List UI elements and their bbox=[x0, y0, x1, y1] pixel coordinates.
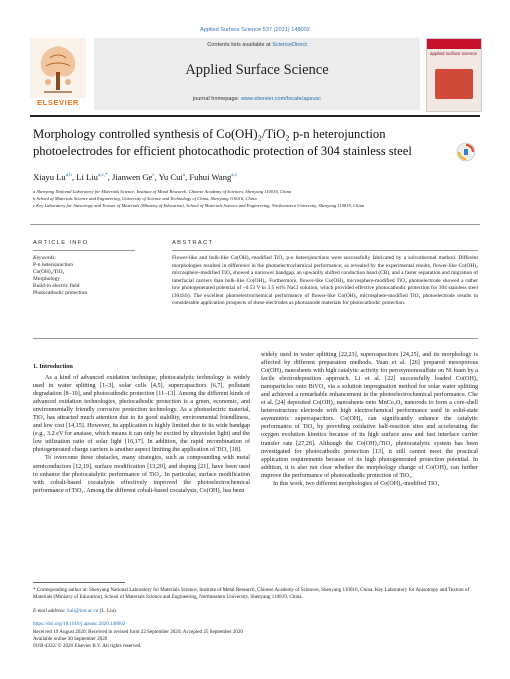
history-online: Available online 30 September 2020 bbox=[33, 635, 108, 642]
header-rule bbox=[30, 115, 480, 117]
copyright-line: 0169-4332/ © 2020 Elsevier B.V. All rights reserved. bbox=[33, 642, 142, 649]
footnote-rule bbox=[33, 582, 125, 583]
author[interactable]: Xiayu Lu$^{a,b}$ bbox=[33, 172, 72, 182]
keyword-item: Co(OH)₂/TiO₂ bbox=[33, 269, 65, 275]
abstract-end-rule bbox=[33, 338, 478, 339]
email-label: E-mail address: bbox=[33, 608, 67, 614]
journal-reference: Applied Surface Science 537 (2021) 148002 bbox=[200, 27, 310, 33]
homepage-line bbox=[94, 96, 420, 102]
affiliation: b School of Materials Science and Engineering, University of Science and Technology of China, Shenyang 110016, China bbox=[33, 196, 257, 201]
article-history bbox=[33, 629, 478, 649]
article-info-heading: ARTICLE INFO bbox=[33, 240, 89, 246]
contents-prefix: Contents lists available at bbox=[207, 42, 273, 48]
cover-title: applied surface science bbox=[430, 51, 478, 56]
cover-band bbox=[427, 39, 481, 49]
journal-header-band bbox=[94, 38, 420, 110]
email-link[interactable]: liuli@imr.ac.cn bbox=[66, 608, 99, 614]
doi-link[interactable]: https://doi.org/10.1016/j.apsusc.2020.148002 bbox=[33, 621, 126, 627]
homepage-prefix: journal homepage: bbox=[192, 96, 241, 102]
author[interactable]: Yu Cui$^a$ bbox=[158, 172, 186, 182]
affiliation: c Key Laboratory for Anisotropy and Texture of Materials (Ministry of Education), School of Materials Science and Engineering, Northeastern University, Shenyang 110819, China bbox=[33, 203, 365, 208]
body-column-left bbox=[33, 374, 250, 495]
keywords-label: Keywords: bbox=[33, 255, 57, 261]
article-title bbox=[33, 126, 433, 159]
history-received: Received 19 August 2020; Received in revised form 22 September 2020; Accepted 25 September 2020 bbox=[33, 629, 243, 635]
paragraph: widely used in water splitting [22,23], supercapacitors [24,25], and its morphology is affected by different preparation methods. Yuan et al. [26] prepared mesoporous Co(OH)₂ nanosheets with high catalytic activity for peroxymonosulfate on Ni foam by a facile electrodeposition approach. Li et al. [22] successfully loaded Co(OH)₂ nanoparticles onto BiVO₄ via a solution impregnation method for solar water splitting and achieved a remarkable enhancement in the photoelectrochemical performance. Che et al. [24] deposited Co(OH)₂ nanosheets onto MnCo₂O₄ nanorods to form a core-shell heterostructure electrode with high electrochemical performance used in solid-state asymmetric supercapacitors. Co(OH)₂ can significantly enhance the catalytic performance of TiO₂ by providing oxidative half-reaction sites and accelerating the oxygen evolution kinetics because of its high surface area and fast interface carrier transfer rate [27,28]. Although the Co(OH)₂/TiO₂ photocatalytic system has been investigated for photocathodic protection [13], it still cannot meet the practical application requirements because of its high photogenerated protection potential. In addition, it is also not clear whether the morphology change of Co(OH)₂ can further improve the performance of photocathodic protection of TiO₂. bbox=[261, 352, 478, 479]
affiliation: a Shenyang National Laboratory for Materials Science, Institute of Metal Research, Chinese Academy of Sciences, Shenyang 110016, China bbox=[33, 189, 292, 194]
abstract-body: Flower-like and bulk-like Co(OH)₂-modified TiO₂ p-n heterojunctions were successfully fabricated by a solvothermal method. Different morphologies resulted in difference in the photoelectrochemical performance; as revealed by the experimental results, flower-like Co(OH)₂ microsphere-modified TiO₂ showed a narrower bandgap, an upwardly shifted conduction band (CB), and a faster separation and migration of interfacial carriers than bulk-like Co(OH)₂. Furthermore, flower-like Co(OH)₂ microsphere-modified TiO₂ photoelectrode showed a rather low photogenerated potential of −0.53 V in 3.5 wt% NaCl solution, which provided effective photocathodic protection for 304 stainless steel (304SS). The excellent photoelectrochemical performance of flower-like Co(OH)₂ microsphere-modified TiO₂ photoelectrode results in considerable application prospects of these electrodes as photoanode materials for photocathodic protection. bbox=[172, 255, 478, 307]
author-list: Xiayu Lu$^{a,b}$, Li Liu$^{a,c,*}$, Jianwen Ge$^c$, Yu Cui$^a$, Fuhui Wang$^{a,c}$ bbox=[33, 172, 238, 182]
contents-line bbox=[94, 42, 420, 48]
email-line bbox=[33, 608, 478, 614]
abstract-heading: ABSTRACT bbox=[172, 240, 214, 246]
title-line-1: Morphology controlled synthesis of Co(OH)₂/TiO₂ p-n heterojunction bbox=[33, 127, 386, 141]
article-info-rule bbox=[33, 250, 135, 251]
abstract-rule bbox=[172, 250, 478, 251]
journal-header bbox=[30, 38, 480, 112]
paragraph: To overcome these obstacles, many strategies, such as compounding with metal semiconductors [12,19], surface modification [13,20], and doping [21], have been used to enhance the photocatalytic performance of TiO₂. In particular, surface modification with cobalt-based cocatalysts effectively improved the photoelectrochemical performance of TiO₂. Among the different cobalt-based cocatalysts, Co(OH)₂ has been bbox=[33, 455, 250, 494]
keyword-item: P-n heterojunction bbox=[33, 262, 73, 268]
elsevier-tree-logo[interactable] bbox=[30, 38, 86, 98]
journal-cover-thumbnail[interactable] bbox=[426, 38, 482, 112]
check-updates-icon bbox=[455, 142, 477, 172]
check-for-updates-button[interactable] bbox=[455, 142, 477, 172]
publisher-wordmark: ELSEVIER bbox=[37, 98, 79, 107]
section-rule bbox=[30, 224, 480, 225]
author[interactable]: Jianwen Ge$^c$ bbox=[112, 172, 155, 182]
body-column-right bbox=[261, 351, 478, 488]
sciencedirect-link[interactable]: ScienceDirect bbox=[272, 42, 307, 48]
journal-title[interactable]: Applied Surface Science bbox=[185, 62, 329, 78]
keyword-item: Photocathodic protection bbox=[33, 290, 88, 296]
title-line-2: photoelectrodes for efficient photocathodic protection of 304 stainless steel bbox=[33, 143, 412, 158]
author[interactable]: Fuhui Wang$^{a,c}$ bbox=[189, 172, 238, 182]
cover-image bbox=[435, 69, 473, 99]
homepage-link[interactable]: www.elsevier.com/locate/apsusc bbox=[240, 96, 322, 102]
author[interactable]: Li Liu$^{a,c,*}$ bbox=[76, 172, 108, 182]
keyword-item: Morphology bbox=[33, 276, 60, 282]
paragraph: As a kind of advanced oxidation technique, photocatalytic technology is widely used in water splitting [1–3], solar cells [4,5], supercapacitors [6,7], pollutant degradation [8–10], and photocathodic protection [11–13]. Among the different kinds of advanced oxidation technologies, photocathodic protection is a green, economic, and environmentally friendly corrosive protection technology. As a photoelectric material, TiO₂ has attracted much attention due to its good stability, environmental friendliness, and low cost [14,15]. However, its application is highly limited due to its wide bandgap (e.g., 3.2 eV for anatase, which means it can only be excited by ultraviolet light) and the low utilization ratio of solar light [16,17]. In addition, the rapid recombination of photogenerated charge carriers is another aspect limiting the application of TiO₂ [18]. bbox=[33, 375, 250, 454]
corresponding-author-note: * Corresponding author at: Shenyang National Laboratory for Materials Science, Institute of Metal Research, Chinese Academy of Sciences, Shenyang 110016, China. Key Laboratory for Anisotropy and Texture of Materials (Ministry of Education), School of Materials Science and Engineering, Northeastern University, Shenyang 110819, China. bbox=[33, 587, 470, 600]
keyword-item: Build-in electric field bbox=[33, 283, 80, 289]
section-heading-introduction: 1. Introduction bbox=[33, 363, 73, 370]
paragraph: In this work, two different morphologies of Co(OH)₂-modified TiO₂ bbox=[273, 480, 440, 487]
email-suffix: (L. Liu). bbox=[98, 608, 118, 614]
